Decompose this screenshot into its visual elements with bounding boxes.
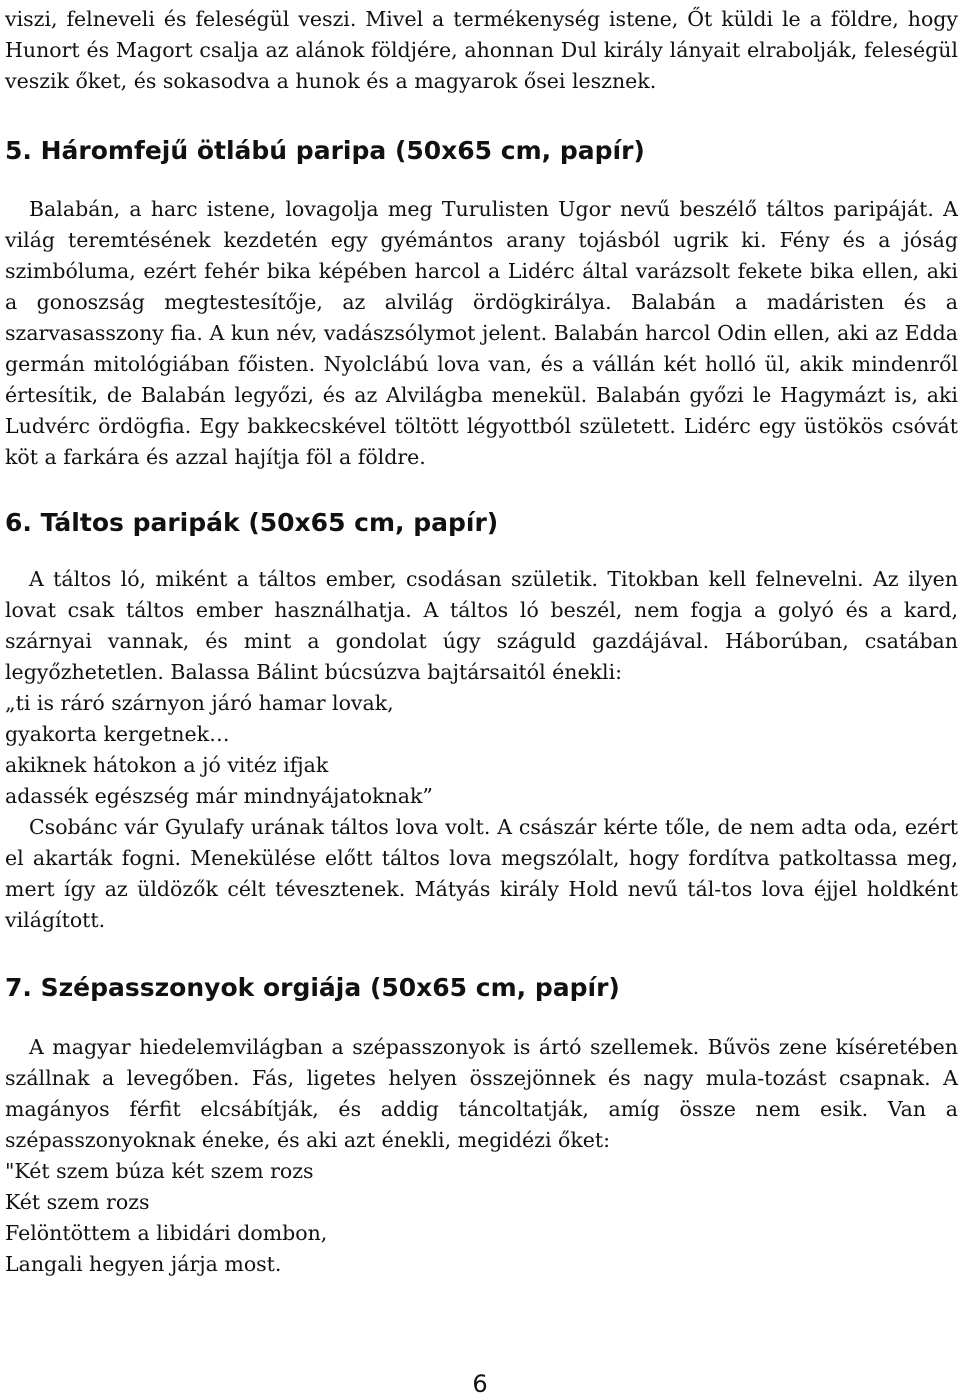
section-6-verse [5,688,958,812]
section-7-text: A magyar hiedelemvilágban a szépasszonyok is ártó szellemek. Bűvös zene kíséretében szállnak a levegőben. Fás, ligetes helyen összejönnek és nagy mula-tozást csapnak. A magányos férfit elcsábítják, és addig táncoltatják, amíg össze nem esik. Van a szépasszonyoknak éneke, és aki azt énekli, megidézi őket: [5,1035,958,1152]
document-page [5,0,958,1280]
section-6-text: A táltos ló, miként a táltos ember, csodásan születik. Titokban kell felnevelni. Az ilyen lovat csak táltos ember használhatja. A táltos ló beszél, nem fogja a golyó és a kard, szárnyai vannak, és mint a gondolat úgy száguld gazdájával. Háborúban, csatában legyőzhetetlen. Balassa Bálint búcsúzva bajtársaitól énekli: [5,567,958,684]
page-number: 6 [472,1370,488,1398]
verse-line: akiknek hátokon a jó vitéz ifjak [5,753,329,777]
section-5-text: Balabán, a harc istene, lovagolja meg Turulisten Ugor nevű beszélő táltos paripáját. A világ teremtésének kezdetén egy gyémántos arany tojásból ugrik ki. Fény és a jóság szimbóluma, ezért fehér bika képében harcol a Lidérc által varázsolt fekete bika ellen, aki a gonoszság megtestesítője, az alvilág ördögkirálya. Balabán a madáristen és a szarvasasszony fia. A kun név, vadászsólymot jelent. Balabán harcol Odin ellen, aki az Edda germán mitológiában főisten. Nyolclábú lova van, és a vállán két holló ül, akik mindenről értesítik, de Balabán legyőzi, és az Alvilágba menekül. Balabán győzi le Hagymázt is, aki Ludvérc ördögfia. Egy bakkecskével töltött légyottból született. Lidérc egy üstökös csóvát köt a farkára és azzal hajítja föl a földre. [5,197,958,469]
intro-paragraph: viszi, felneveli és feleségül veszi. Mivel a termékenység istene, Őt küldi le a földre, hogy Hunort és Magort csalja az alánok földjére, ahonnan Dul király lányait elrabolják, feleségül veszik őket, és sokasodva a hunok és a magyarok ősei lesznek. [5,7,958,93]
section-5-heading: 5. Háromfejű ötlábú paripa (50x65 cm, papír) [5,136,645,165]
section-7-verse [5,1156,958,1280]
section-6-heading: 6. Táltos paripák (50x65 cm, papír) [5,508,499,537]
section-5-paragraph [5,194,958,473]
verse-line: Langali hegyen járja most. [5,1252,282,1276]
verse-line: Két szem rozs [5,1190,150,1214]
section-6-text-2: Csobánc vár Gyulafy urának táltos lova volt. A császár kérte tőle, de nem adta oda, ezért el akarták fogni. Menekülése előtt táltos lova megszólalt, hogy fordítva patkoltassa meg, mert így az üldözők célt tévesztenek. Mátyás király Hold nevű tál-tos lova éjjel holdként világított. [5,815,958,932]
verse-line: gyakorta kergetnek… [5,722,230,746]
section-6-paragraph [5,564,958,688]
verse-line: "Két szem búza két szem rozs [5,1159,314,1183]
section-6-paragraph-2 [5,812,958,936]
section-7-heading: 7. Szépasszonyok orgiája (50x65 cm, papír) [5,973,620,1002]
verse-line: Felöntöttem a libidári dombon, [5,1221,328,1245]
verse-line: „ti is ráró szárnyon járó hamar lovak, [5,691,394,715]
verse-line: adassék egészség már mindnyájatoknak” [5,784,433,808]
section-7-paragraph [5,1032,958,1156]
